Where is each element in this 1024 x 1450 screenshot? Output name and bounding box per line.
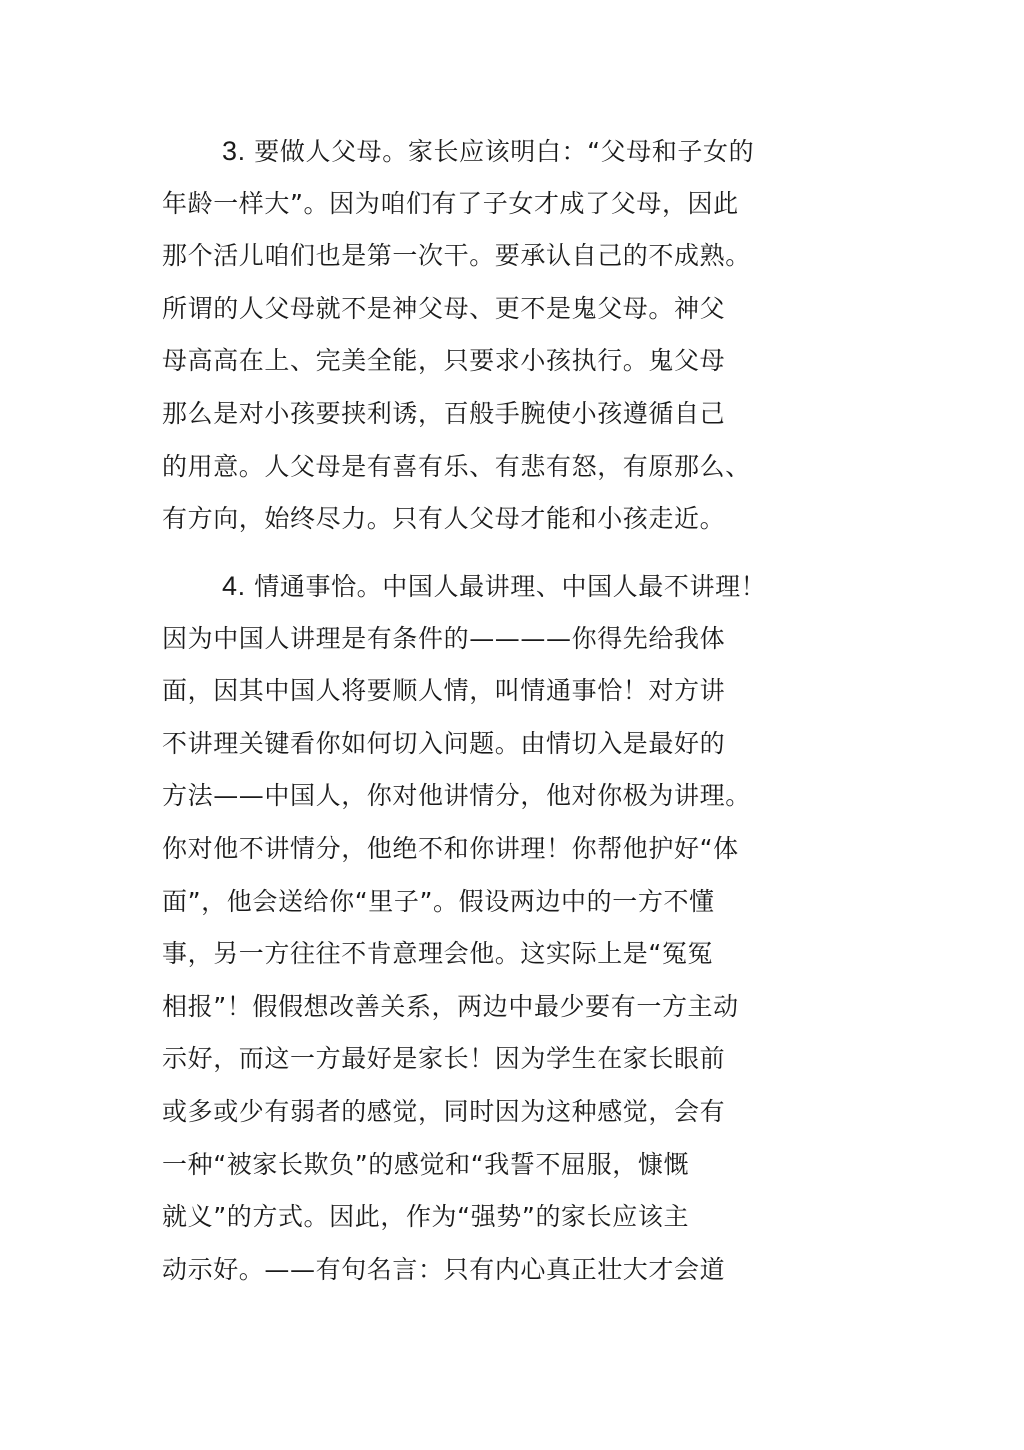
paragraph-4 (162, 563, 802, 1299)
paragraph-line: 不讲理关键看你如何切入问题。由情切入是最好的 (162, 728, 726, 758)
paragraph-line: 面”，他会送给你“里子”。假设两边中的一方不懂 (162, 886, 715, 916)
paragraph-line: 年龄一样大”。因为咱们有了子女才成了父母，因此 (162, 188, 739, 218)
paragraph-line: 事，另一方往往不肯意理会他。这实际上是“冤冤 (162, 939, 714, 969)
paragraph-line: 示好，而这一方最好是家长！因为学生在家长眼前 (162, 1044, 726, 1074)
paragraph-number: 3. (222, 136, 246, 166)
paragraph-line: 一种“被家长欺负”的感觉和“我誓不屈服，慷慨 (162, 1149, 690, 1179)
paragraph-line: 或多或少有弱者的感觉，同时因为这种感觉，会有 (162, 1096, 726, 1126)
paragraph-line: 4. 情通事恰。中国人最讲理、中国人最不讲理！ (222, 571, 767, 601)
paragraph-line: 方法——中国人，你对他讲情分，他对你极为讲理。 (162, 781, 751, 811)
paragraph-line: 母高高在上、完美全能，只要求小孩执行。鬼父母 (162, 346, 726, 376)
paragraph-number: 4. (222, 571, 246, 601)
paragraph-line: 所谓的人父母就不是神父母、更不是鬼父母。神父 (162, 293, 726, 323)
paragraph-line: 就义”的方式。因此，作为“强势”的家长应该主 (162, 1202, 690, 1232)
paragraph-line: 面，因其中国人将要顺人情，叫情通事恰！对方讲 (162, 676, 726, 706)
paragraph-line: 3. 要做人父母。家长应该明白：“父母和子女的 (222, 136, 755, 166)
paragraph-line: 的用意。人父母是有喜有乐、有悲有怒，有原那么、 (162, 451, 751, 481)
paragraph-3 (162, 128, 802, 549)
paragraph-line: 你对他不讲情分，他绝不和你讲理！你帮他护好“体 (162, 833, 739, 863)
paragraph-line: 动示好。——有句名言：只有内心真正壮大才会道 (162, 1254, 726, 1284)
paragraph-line: 有方向，始终尽力。只有人父母才能和小孩走近。 (162, 504, 726, 534)
paragraph-line: 那么是对小孩要挟利诱，百般手腕使小孩遵循自己 (162, 398, 726, 428)
paragraph-line: 相报”！假假想改善关系，两边中最少要有一方主动 (162, 991, 739, 1021)
paragraph-line: 那个活儿咱们也是第一次干。要承认自己的不成熟。 (162, 241, 751, 271)
paragraph-line: 因为中国人讲理是有条件的————你得先给我体 (162, 623, 726, 653)
